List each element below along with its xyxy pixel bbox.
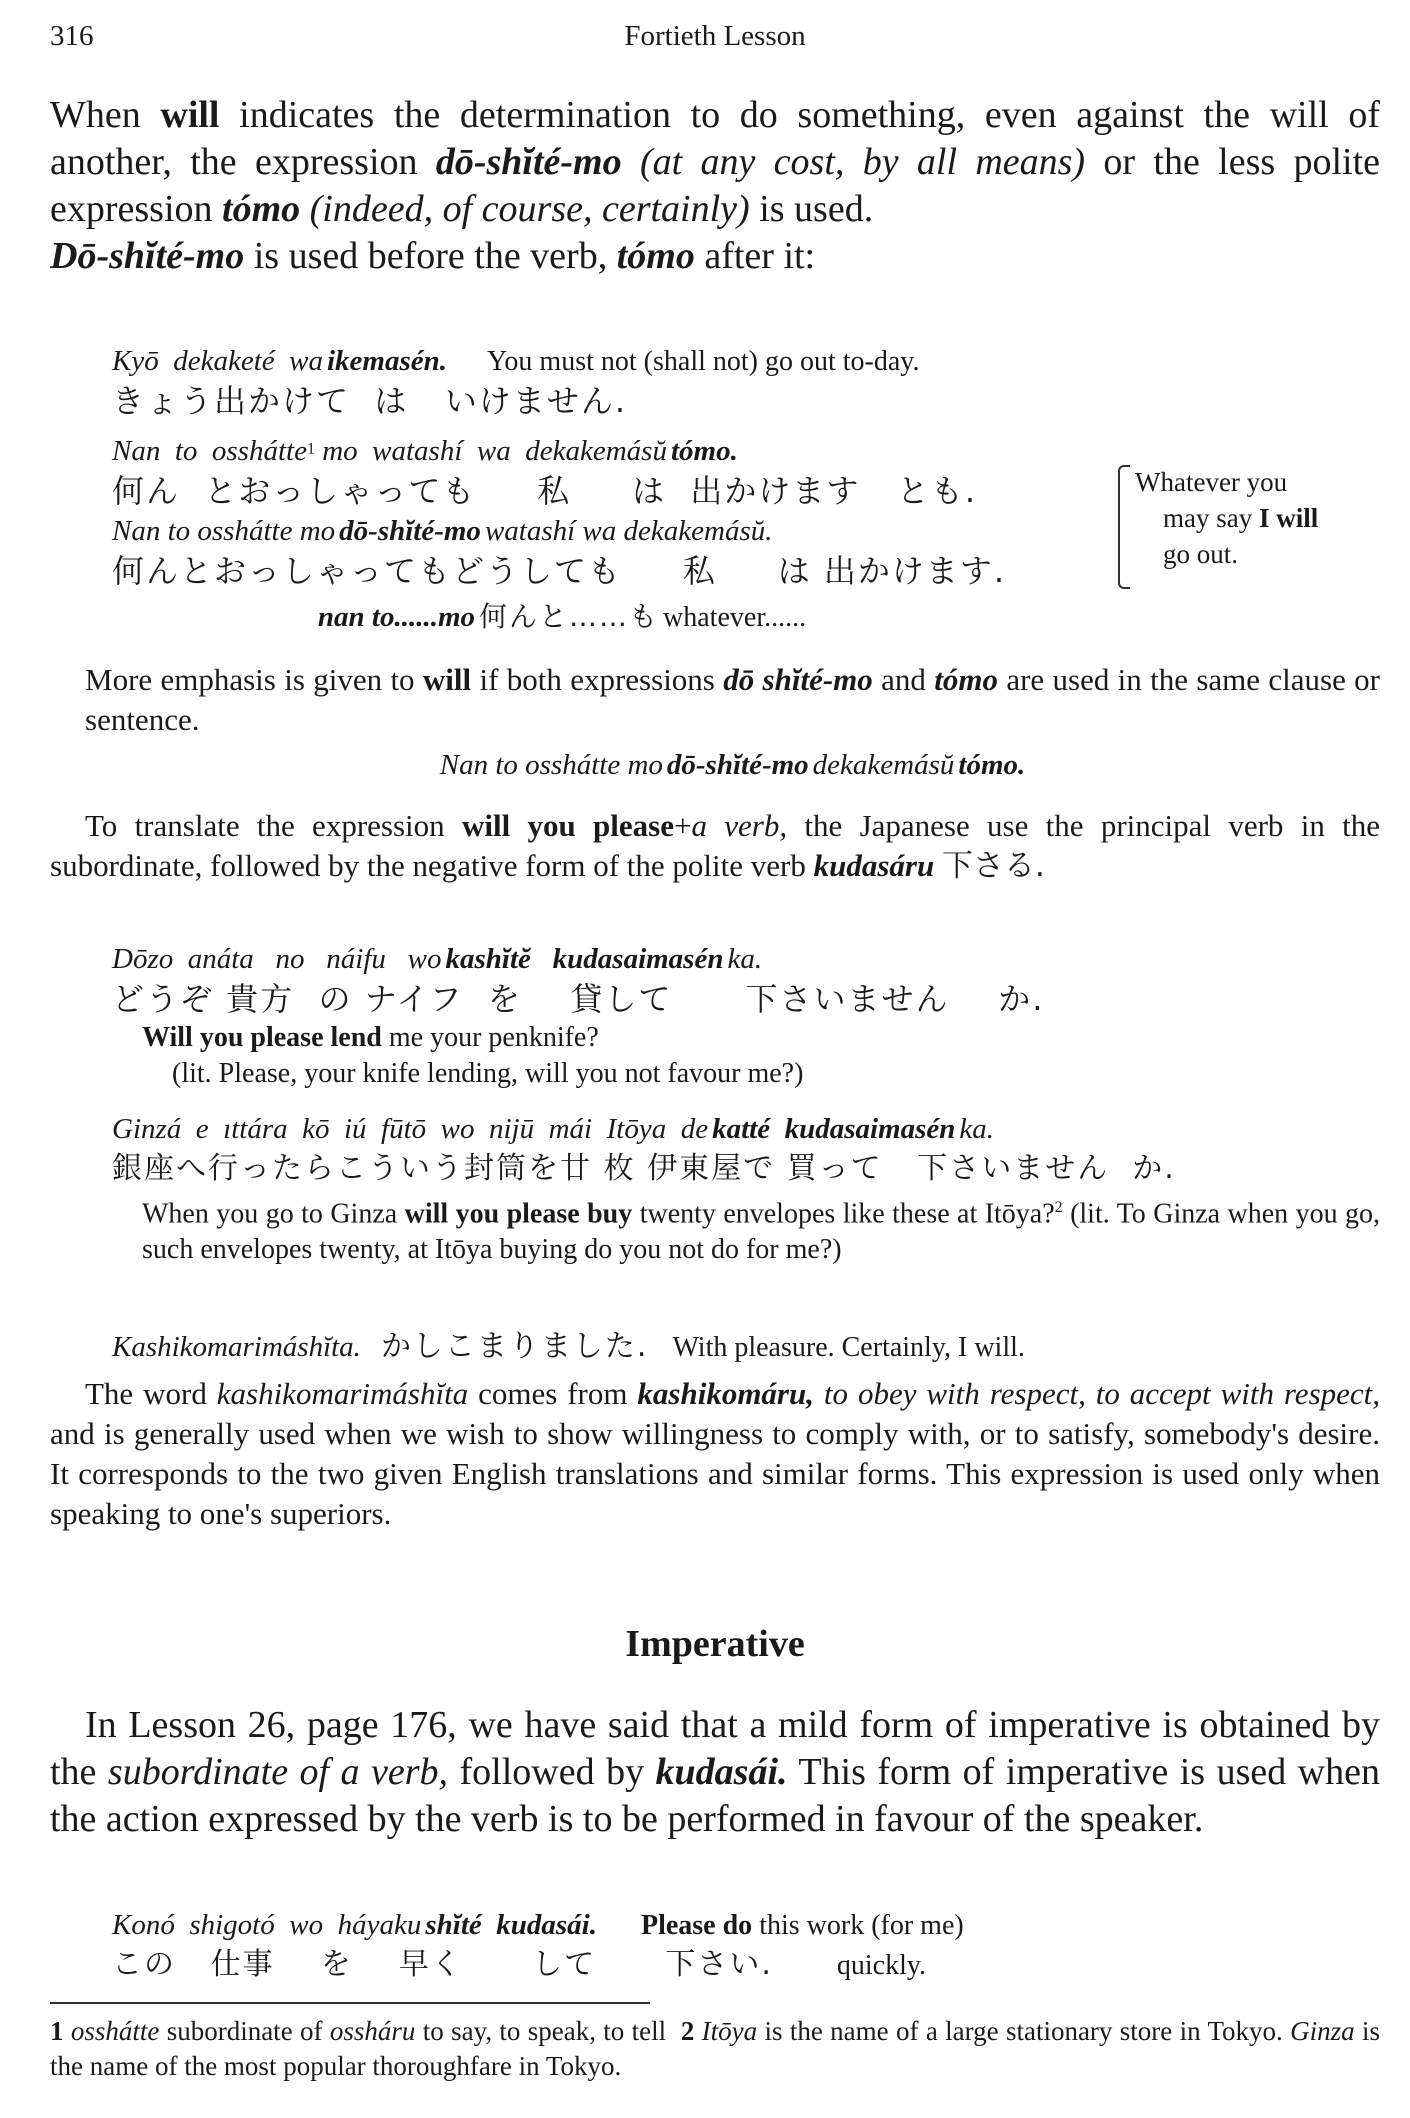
document-page [50,0,1380,2118]
footnote-rule [50,2002,650,2004]
section-heading: Imperative [625,1623,805,1665]
page-header [50,20,1380,60]
example-kono-shigoto: Konó shigotó wo háyaku shĭté kudasái. Please do this work (for me) この 仕事 を 早く して 下さい. quickly. [112,1909,964,1982]
kashikomaru-paragraph: The word kashikomarimáshĭta comes from kashikomáru, to obey with respect, to accept with respect, and is generally used when we wish to show willingness to comply with, or to satisfy, somebody's desire. It corresponds to the two given English translations and similar forms. This expression is used only when speaking to one's superiors. [50,1376,1381,1531]
brace [1118,465,1130,589]
intro-paragraph: When will indicates the determination to do something, even against the will of another, the expression dō-shĭté-mo (at any cost, by all means) or the less polite expression tómo (indeed, of course, certainly) is used. Dō-shĭté-mo is used before the verb, tómo after it: [50,94,1381,277]
footnotes: 1 osshátte subordinate of ossháru to say, to speak, to tell 2 Itōya is the name of a large stationary store in Tokyo. Ginza is the name of the most popular thoroughfare in Tokyo. [50,2016,1381,2081]
imperative-paragraph: In Lesson 26, page 176, we have said that a mild form of imperative is obtained by the subordinate of a verb, followed by kudasái. This form of imperative is used when the action expressed by the verb is to be performed in favour of the speaker. [50,1704,1380,1840]
running-title: Fortieth Lesson [624,20,806,52]
example-kyo: Kyō dekaketé wa ikemasén. You must not (shall not) go out to-day. きょう出かけて は いけません. [112,345,920,420]
example-ginza: Ginzá e ıttára kō iú fūtō wo nijū mái Itōya de katté kudasaimasén ka. 銀座へ行ったらこういう封筒を廿 枚 伊東屋で 買って 下さいません か. When you go to Ginza will you please buy twenty envelopes like these at Itōya?$^2$ (lit. To Ginza when you go, such envelopes twenty, at Itōya buying do you not do for me?) [112,1113,1380,1266]
please-paragraph: To translate the expression will you please+a verb, the Japanese use the principal verb in the subordinate, followed by the negative form of the polite verb kudasáru 下さる. [50,808,1381,884]
example-dozo: Dōzo anáta no náifu wo kashĭtĕ kudasaimasén ka. どうぞ 貴方 の ナイフ を 貸して 下さいません か. Will you please lend me your penknife? (lit. Please, your knife lending, will you not favour me?) [112,943,1045,1089]
example-kashikomarimashita: Kashikomarimáshĭta. かしこまりました. With pleasure. Certainly, I will. [112,1329,1025,1364]
example-nan-to: Nan to osshátte$^1$ mo watashí wa dekakemásŭ tómo. 何ん とおっしゃっても 私 は 出かけます とも. Nan to osshátte mo dō-shĭté-mo watashí wa dekakemásŭ. 何んとおっしゃってもどうしても 私 は 出かけます. nan to......mo 何んと……も whatever...... [112,435,1007,633]
emphasis-paragraph: More emphasis is given to will if both expressions dō shĭté-mo and tómo are used in the same clause or sentence. Nan to osshátte mo dō-shĭté-mo dekakemásŭ tómo. [85,662,1381,781]
page-number: 316 [50,20,94,52]
side-note: Whatever you may say I will go out. [1135,467,1319,569]
